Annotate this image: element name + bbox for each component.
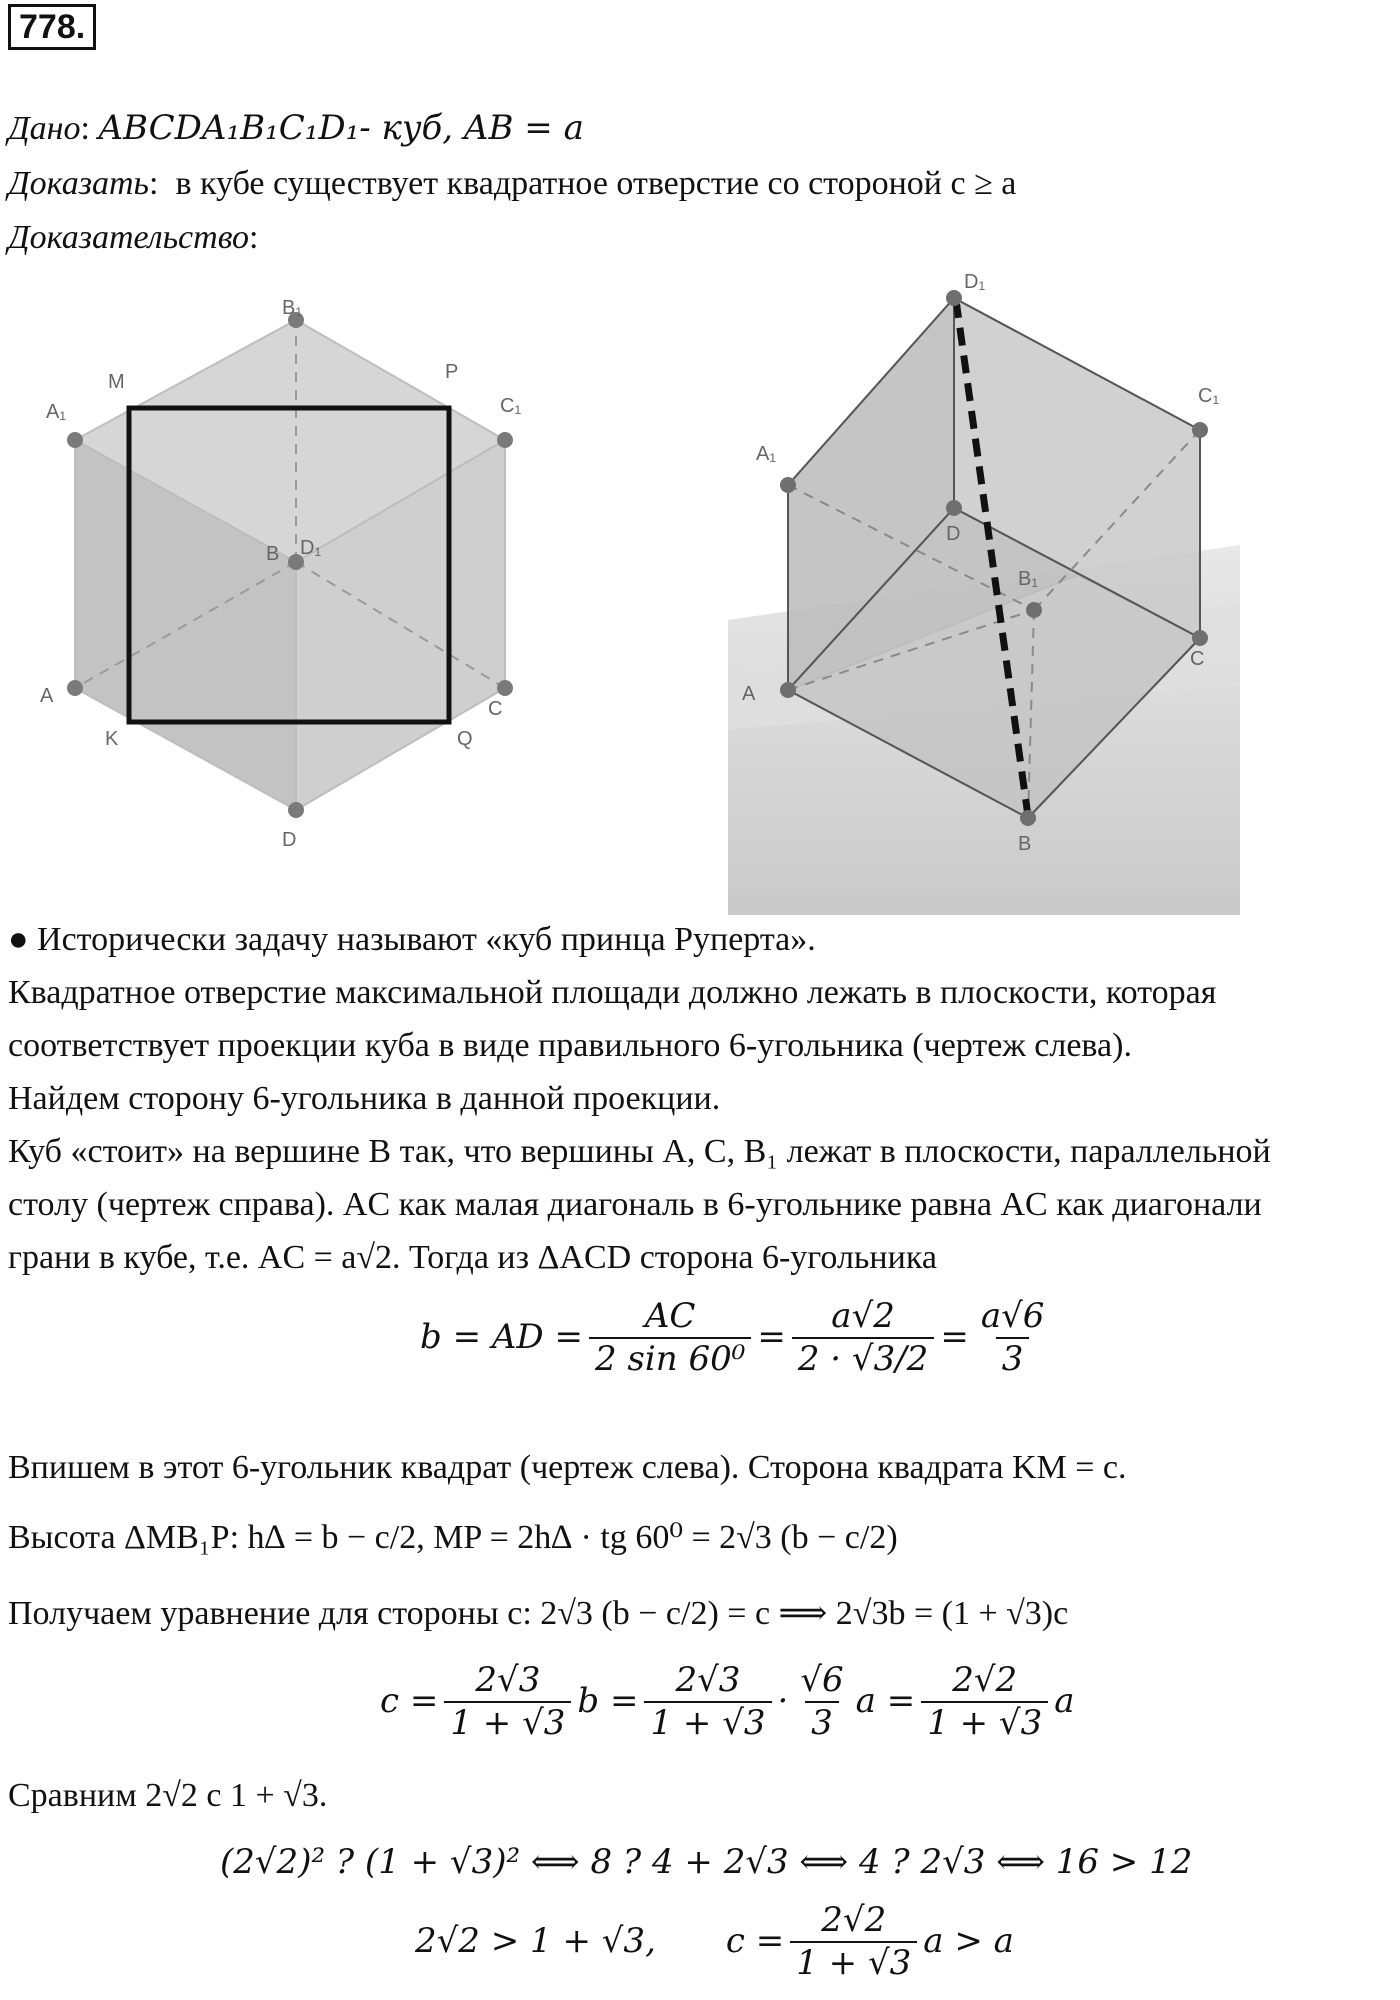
rlabel-a: A <box>742 683 756 705</box>
formula-c-frac2-den: 1 + √3 <box>644 1701 771 1744</box>
paragraph-equation: Получаем уравнение для стороны c: 2√3 (b − c/2) = c ⟹ 2√3b = (1 + √3)c <box>8 1595 1069 1632</box>
given-line: Дано: ABCDA₁B₁C₁D₁- куб, AB = a <box>8 108 584 148</box>
formula-b-frac3-num: a√6 <box>980 1296 1045 1336</box>
formula-b-frac2-den: 2 · √3/2 <box>792 1337 934 1380</box>
formula-b-eq: = <box>757 1317 786 1358</box>
final-frac-den: 1 + √3 <box>790 1941 917 1984</box>
formula-b-frac3 <box>975 1296 1051 1380</box>
label-k: K <box>105 728 119 750</box>
formula-b <box>420 1296 1056 1380</box>
final-frac-num: 2√2 <box>821 1900 887 1940</box>
final-tail: a > a <box>923 1921 1014 1962</box>
proof-line: Доказательство: <box>8 219 259 256</box>
formula-c-mid1: b = <box>577 1681 639 1722</box>
formula-c-frac4-num: 2√2 <box>952 1660 1018 1700</box>
formula-c-lhs: c = <box>380 1681 439 1722</box>
paragraph-3: соответствует проекции куба в виде правильного 6-угольника (чертеж слева). <box>8 1027 1132 1064</box>
formula-b-frac1-den: 2 sin 60⁰ <box>589 1337 751 1380</box>
given-label: Дано <box>8 110 81 147</box>
label-c: C <box>488 698 503 720</box>
paragraph-1: ● Исторически задачу называют «куб принца Руперта». <box>8 921 816 958</box>
final-left: 2√2 > 1 + √3, <box>415 1921 656 1962</box>
formula-c-mid2: a = <box>855 1681 916 1722</box>
problem-number: 778. <box>8 4 96 50</box>
formula-c-frac2-num: 2√3 <box>675 1660 741 1700</box>
proof-label: Доказательство <box>8 219 250 256</box>
formula-b-lhs: b = AD = <box>420 1317 583 1358</box>
formula-b-frac1-num: AC <box>644 1296 696 1336</box>
prove-line: Доказать: в кубе существует квадратное отверстие со стороной c ≥ a <box>8 165 1017 202</box>
rlabel-c: C <box>1190 648 1205 670</box>
paragraph-4: Найдем сторону 6-угольника в данной проекции. <box>8 1080 721 1117</box>
paragraph-compare: Сравним 2√2 с 1 + √3. <box>8 1777 328 1814</box>
formula-b-frac2-num: a√2 <box>831 1296 895 1336</box>
formula-c-frac1 <box>444 1660 571 1744</box>
formula-c-frac3-num: √6 <box>800 1660 844 1700</box>
final-c-lhs: c = <box>725 1921 785 1962</box>
formula-c-frac4-den: 1 + √3 <box>921 1701 1048 1744</box>
paragraph-height: Высота ΔMB₁P: h∆ = b − c/2, MP = 2h∆ · tg 60⁰ = 2√3 (b − c/2) <box>8 1519 898 1556</box>
rlabel-b1: B₁ <box>1018 568 1039 590</box>
paragraph-2: Квадратное отверстие максимальной площади должно лежать в плоскости, которая <box>8 974 1217 1011</box>
formula-c-dot: · <box>777 1681 789 1722</box>
formula-c-tail: a <box>1054 1681 1075 1722</box>
rlabel-b: B <box>1018 833 1032 855</box>
right-cube-figure <box>728 260 1248 915</box>
paragraph-6: столу (чертеж справа). AC как малая диагональ в 6-угольнике равна AC как диагонали <box>8 1186 1262 1223</box>
formula-b-frac1 <box>589 1296 751 1380</box>
paragraph-5: Куб «стоит» на вершине B так, что вершины A, C, B₁ лежат в плоскости, параллельной <box>8 1133 1271 1170</box>
prove-text: в кубе существует квадратное отверстие со стороной c ≥ a <box>175 165 1017 202</box>
formula-c-frac4 <box>921 1660 1048 1744</box>
label-c1: C₁ <box>500 395 522 417</box>
left-cube-figure <box>30 290 550 860</box>
final-line <box>415 1900 1014 1984</box>
formula-b-frac3-den: 3 <box>996 1337 1030 1380</box>
paragraph-7: грани в кубе, т.е. AC = a√2. Тогда из ΔACD сторона 6-угольника <box>8 1239 937 1276</box>
label-q: Q <box>457 728 473 750</box>
compare-line: (2√2)² ? (1 + √3)² ⟺ 8 ? 4 + 2√3 ⟺ 4 ? 2√3 ⟺ 16 > 12 <box>220 1842 1193 1882</box>
label-p: P <box>445 361 459 383</box>
rlabel-a1: A₁ <box>756 443 777 465</box>
label-d1: D₁ <box>300 537 322 559</box>
rlabel-d: D <box>946 523 961 545</box>
paragraph-square: Впишем в этот 6-угольник квадрат (чертеж слева). Сторона квадрата KM = c. <box>8 1449 1127 1486</box>
formula-c-frac1-den: 1 + √3 <box>444 1701 571 1744</box>
given-text: ABCDA₁B₁C₁D₁- куб, AB = a <box>98 108 584 148</box>
label-b: B <box>266 543 280 565</box>
formula-c-frac3-den: 3 <box>805 1701 839 1744</box>
formula-b-eq2: = <box>940 1317 969 1358</box>
final-frac <box>790 1900 917 1984</box>
label-d: D <box>282 829 297 851</box>
rlabel-d1: D₁ <box>964 271 986 293</box>
label-m: M <box>108 371 125 393</box>
formula-b-frac2 <box>792 1296 934 1380</box>
formula-c-frac3 <box>794 1660 849 1744</box>
prove-label: Доказать <box>8 165 149 202</box>
formula-c-frac2 <box>644 1660 771 1744</box>
label-a: A <box>40 685 54 707</box>
formula-c-frac1-num: 2√3 <box>475 1660 541 1700</box>
label-a1: A₁ <box>46 401 67 423</box>
label-b1: B₁ <box>282 297 303 319</box>
rlabel-c1: C₁ <box>1198 385 1220 407</box>
formula-c <box>380 1660 1075 1744</box>
